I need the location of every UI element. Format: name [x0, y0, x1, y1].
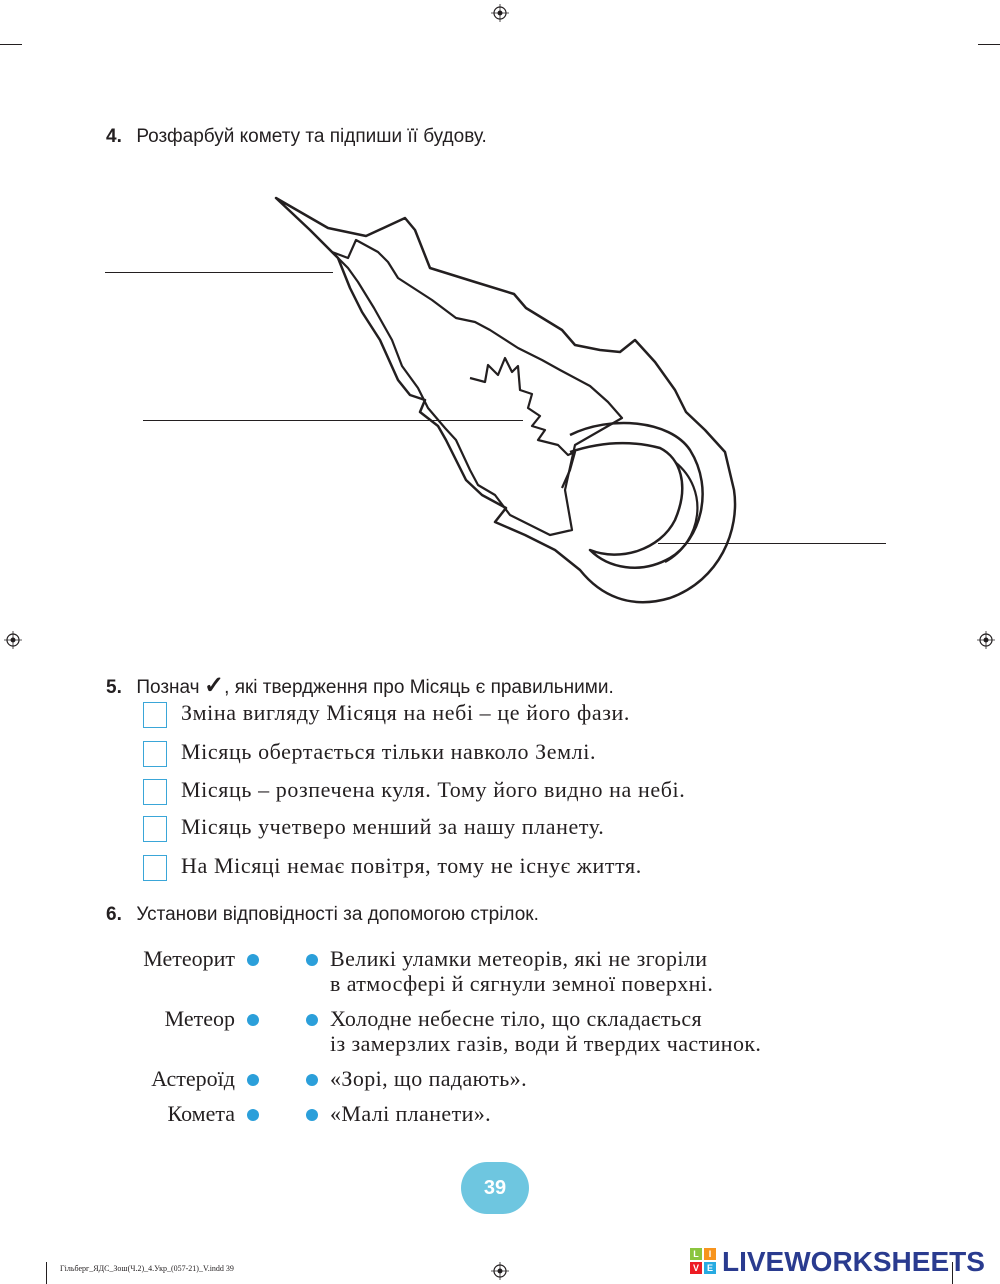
statement-checkbox[interactable] — [143, 855, 167, 881]
definition-dot[interactable] — [306, 1014, 318, 1026]
registration-mark-icon — [977, 631, 995, 649]
definition-line: із замерзлих газів, води й твердих частинок. — [330, 1031, 762, 1056]
statement-text: На Місяці немає повітря, тому не існує життя. — [181, 853, 642, 878]
liveworksheets-logo[interactable] — [690, 1246, 985, 1278]
definition-dot[interactable] — [306, 954, 318, 966]
term-asteroid: Астероїд — [151, 1066, 235, 1091]
term-meteorite: Метеорит — [143, 946, 235, 971]
definition-line: в атмосфері й сягнули земної поверхні. — [330, 971, 714, 996]
liveworksheets-logo-icon: L I V E — [690, 1248, 718, 1276]
registration-mark-icon — [491, 4, 509, 22]
answer-line-coma[interactable] — [143, 420, 523, 421]
term-dot[interactable] — [247, 1014, 259, 1026]
definition-line: «Малі планети». — [330, 1101, 492, 1126]
definition-line: «Зорі, що падають». — [330, 1066, 527, 1091]
statement-checkbox[interactable] — [143, 816, 167, 842]
task-5-text-before: Познач — [136, 677, 200, 698]
definition-text — [330, 946, 713, 996]
footer-file-name: Гільберг_ЯДС_Зош(Ч.2)_4.Укр_(057-21)_V.indd 39 — [60, 1264, 234, 1273]
statement-text: Місяць – розпечена куля. Тому його видно на небі. — [181, 777, 686, 802]
crop-mark-top-right — [978, 44, 1000, 45]
term-meteor: Метеор — [164, 1006, 235, 1031]
statement-checkbox[interactable] — [143, 741, 167, 767]
crop-mark-top-left — [0, 44, 22, 45]
definition-line: Великі уламки метеорів, які не згоріли — [330, 946, 708, 971]
page-number-badge: 39 — [461, 1162, 529, 1214]
definition-dot[interactable] — [306, 1109, 318, 1121]
task-5-text-after: , які твердження про Місяць є правильними. — [224, 677, 614, 698]
statement-text: Зміна вигляду Місяця на небі – це його фази. — [181, 700, 630, 725]
task-4-heading — [106, 126, 487, 148]
registration-mark-icon — [491, 1262, 509, 1280]
term-dot[interactable] — [247, 954, 259, 966]
crop-mark-bottom-left — [46, 1262, 47, 1284]
comet-nucleus-spikes — [470, 358, 575, 488]
statement-checkbox[interactable] — [143, 779, 167, 805]
term-dot[interactable] — [247, 1109, 259, 1121]
task-5-number: 5. — [106, 677, 122, 698]
statement-text: Місяць обертається тільки навколо Землі. — [181, 739, 597, 764]
definition-line: Холодне небесне тіло, що складається — [330, 1006, 703, 1031]
task-4-number: 4. — [106, 126, 122, 147]
term-comet: Комета — [167, 1101, 235, 1126]
statement-text: Місяць учетверо менший за нашу планету. — [181, 814, 605, 839]
definition-text — [330, 1066, 527, 1091]
statement-checkbox[interactable] — [143, 702, 167, 728]
task-6-number: 6. — [106, 904, 122, 925]
task-5-heading — [106, 671, 614, 700]
checkmark-icon: ✓ — [204, 672, 225, 699]
task-6-heading — [106, 904, 539, 926]
liveworksheets-logo-text: LIVEWORKSHEETS — [722, 1246, 985, 1277]
term-dot[interactable] — [247, 1074, 259, 1086]
comet-drawing — [270, 190, 750, 610]
answer-line-tail[interactable] — [105, 272, 333, 273]
definition-text — [330, 1101, 491, 1126]
definition-dot[interactable] — [306, 1074, 318, 1086]
comet-outer-tail — [276, 198, 735, 602]
answer-line-nucleus[interactable] — [658, 543, 886, 544]
task-6-text: Установи відповідності за допомогою стрілок. — [136, 904, 539, 925]
task-4-text: Розфарбуй комету та підпиши її будову. — [136, 126, 487, 147]
definition-text — [330, 1006, 761, 1056]
registration-mark-icon — [4, 631, 22, 649]
